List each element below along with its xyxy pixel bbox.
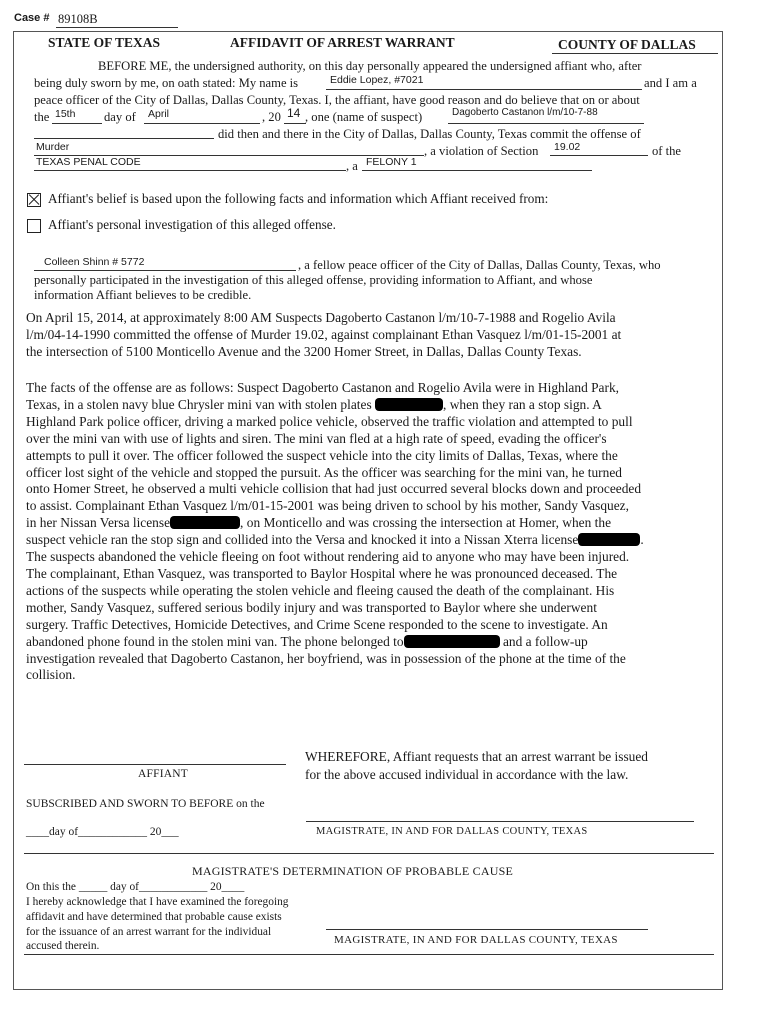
case-number-line	[56, 27, 178, 28]
facts-line-9: in her Nissan Versa license , on Monticello and was crossing the intersection at Homer, when the	[26, 515, 612, 531]
affiant-name-line	[326, 89, 642, 90]
facts-line-6: officer lost sight of the vehicle and stopped the pursuit. As the officer was searching for the mini van, he turned	[26, 464, 622, 480]
redacted-phone-owner	[404, 635, 500, 648]
header-title: AFFIDAVIT OF ARREST WARRANT	[230, 35, 455, 50]
fellow-line-1: , a fellow peace officer of the City of Dallas, Dallas County, Texas, who	[298, 258, 661, 272]
redacted-xterra-license	[578, 533, 640, 546]
incident-summary	[26, 310, 726, 361]
subscribed-label: SUBSCRIBED AND SWORN TO BEFORE on the	[26, 798, 265, 810]
intro-line-4c: , 20	[262, 110, 281, 124]
header-county: COUNTY OF DALLAS	[558, 37, 696, 52]
sworn-date-line[interactable]: ____day of____________ 20___	[26, 826, 179, 838]
facts-line-8: to assist. Complainant Ethan Vasquez l/m/01-15-2001 was being driven to school by his mother, Sandy Vasquez,	[26, 498, 629, 514]
fellow-officer-field[interactable]: Colleen Shinn # 5772	[44, 256, 145, 268]
facts-line-2: Texas, in a stolen navy blue Chrysler mini van with stolen plates , when they ran a stop sign. A	[26, 396, 602, 412]
offense-facts	[26, 380, 726, 684]
facts-line-10: suspect vehicle ran the stop sign and collided into the Versa and knocked it into a Nissan Xterra license .	[26, 532, 644, 548]
intro-line-4a: the	[34, 110, 50, 124]
suspect-line-2	[34, 138, 214, 139]
facts-line-11: The suspects abandoned the vehicle fleeing on foot without rendering aid to anyone who may have been injured.	[26, 549, 630, 565]
intro-line-4d: , one (name of suspect)	[305, 110, 423, 124]
determination-title: MAGISTRATE'S DETERMINATION OF PROBABLE CAUSE	[192, 864, 513, 878]
facts-line-16: abandoned phone found in the stolen mini van. The phone belonged to and a follow-up	[26, 633, 588, 649]
bottom-divider	[24, 954, 714, 955]
facts-line-18: collision.	[26, 667, 76, 683]
suspect-name-field[interactable]: Dagoberto Castanon l/m/10-7-88	[452, 107, 598, 118]
offense-field[interactable]: Murder	[36, 141, 70, 153]
case-number: 89108B	[58, 12, 98, 26]
facts-line-5: attempts to pull it over. The officer followed the suspect vehicle into the city limits of Dallas, Texas, where the	[26, 447, 618, 463]
intro-line-7a: , a	[346, 159, 358, 173]
facts-info-label: Affiant's belief is based upon the following facts and information which Affiant received from:	[48, 191, 549, 206]
facts-line-14: mother, Sandy Vasquez, suffered serious bodily injury and was transported to Baylor where she underwent	[26, 599, 597, 615]
intro-line-4b: day of	[104, 110, 136, 124]
day-field[interactable]: 15th	[55, 108, 76, 120]
class-line	[362, 170, 592, 171]
facts-line-1: The facts of the offense are as follows: Suspect Dagoberto Castanon and Rogelio Avila were in Highland Park,	[26, 380, 619, 395]
county-underline	[552, 53, 718, 54]
intro-line-2b: and I am a	[644, 76, 697, 90]
magistrate-label-1: MAGISTRATE, IN AND FOR DALLAS COUNTY, TEXAS	[316, 826, 588, 837]
determination-line-2: I hereby acknowledge that I have examined the foregoing	[26, 896, 289, 908]
suspect-line	[448, 123, 644, 124]
section-field[interactable]: 19.02	[554, 141, 581, 153]
determination-line-3: affidavit and have determined that probable cause exists	[26, 911, 282, 923]
section-line	[550, 155, 648, 156]
header-state: STATE OF TEXAS	[48, 35, 161, 50]
fellow-officer-line	[34, 270, 296, 271]
intro-line-1: BEFORE ME, the undersigned authority, on this day personally appeared the undersigned affiant who, after	[98, 59, 642, 73]
facts-line-15: surgery. Traffic Detectives, Homicide Detectives, and Crime Scene responded to the scene to investigate. An	[26, 616, 608, 632]
section-divider	[24, 853, 714, 854]
redacted-versa-license	[170, 516, 240, 529]
magistrate-signature-line-1[interactable]	[306, 821, 694, 822]
facts-line-7: onto Homer Street, he observed a multi vehicle collision that had just occurred several blocks down and proceeded	[26, 481, 642, 497]
facts-line-12: The complainant, Ethan Vasquez, was transported to Baylor Hospital where he was pronounced deceased. The	[26, 565, 618, 581]
intro-line-2a: being duly sworn by me, on oath stated: My name is	[34, 76, 299, 90]
determination-line-4: for the issuance of an arrest warrant for the individual	[26, 926, 272, 938]
year-line	[284, 123, 306, 124]
intro-line-6a: , a violation of Section	[424, 144, 539, 158]
intro-line-5: did then and there in the City of Dallas, Dallas County, Texas commit the offense of	[218, 127, 641, 141]
affiant-name-field[interactable]: Eddie Lopez, #7021	[330, 74, 424, 86]
redacted-plate	[375, 398, 443, 411]
facts-info-checkbox[interactable]	[27, 193, 41, 207]
summary-line-3: the intersection of 5100 Monticello Avenue and the 3200 Homer Street, in Dallas, Dallas County Texas.	[26, 343, 582, 359]
determination-line-1[interactable]: On this the _____ day of____________ 20____	[26, 881, 245, 893]
facts-line-3: Highland Park police officer, driving a marked police vehicle, observed the traffic violation and attempted to pull	[26, 413, 633, 429]
personal-investigation-checkbox[interactable]	[27, 219, 41, 233]
facts-line-13: actions of the suspects while operating the stolen vehicle and fleeing caused the death of the complainant. His	[26, 582, 615, 598]
intro-line-3: peace officer of the City of Dallas, Dallas County, Texas. I, the affiant, have good reason and do believe that on or about	[34, 93, 640, 107]
code-line	[34, 170, 346, 171]
summary-line-1: On April 15, 2014, at approximately 8:00 AM Suspects Dagoberto Castanon l/m/10-7-1988 and Rogelio Avila	[26, 310, 616, 325]
facts-line-4: over the mini van with use of lights and siren. The mini van fled at a high rate of speed, evading the officer's	[26, 430, 607, 446]
wherefore-line-1: WHEREFORE, Affiant requests that an arrest warrant be issued	[305, 749, 648, 764]
personal-investigation-label: Affiant's personal investigation of this alleged offense.	[48, 217, 336, 232]
affiant-signature-line[interactable]	[24, 764, 286, 765]
affiant-label: AFFIANT	[138, 768, 188, 780]
fellow-line-3: information Affiant believes to be credible.	[34, 288, 252, 302]
facts-line-17: investigation revealed that Dagoberto Castanon, her boyfriend, was in possession of the phone at the time of the	[26, 650, 626, 666]
wherefore-line-2: for the above accused individual in accordance with the law.	[305, 767, 629, 782]
day-line	[52, 123, 102, 124]
month-line	[144, 123, 260, 124]
magistrate-label-2: MAGISTRATE, IN AND FOR DALLAS COUNTY, TEXAS	[334, 934, 618, 946]
class-field[interactable]: FELONY 1	[366, 156, 417, 168]
summary-line-2: l/m/04-14-1990 committed the offense of Murder 19.02, against complainant Ethan Vasquez l/m/01-15-2001 at	[26, 326, 622, 342]
intro-line-6b: of the	[652, 144, 682, 158]
code-field[interactable]: TEXAS PENAL CODE	[36, 156, 141, 168]
month-field[interactable]: April	[148, 108, 170, 120]
fellow-line-2: personally participated in the investigation of this alleged offense, providing information to Affiant, and whose	[34, 273, 593, 287]
determination-line-5: accused therein.	[26, 940, 100, 952]
case-label: Case #	[14, 12, 50, 24]
magistrate-signature-line-2[interactable]	[326, 929, 648, 930]
year-field[interactable]: 14	[287, 106, 301, 120]
